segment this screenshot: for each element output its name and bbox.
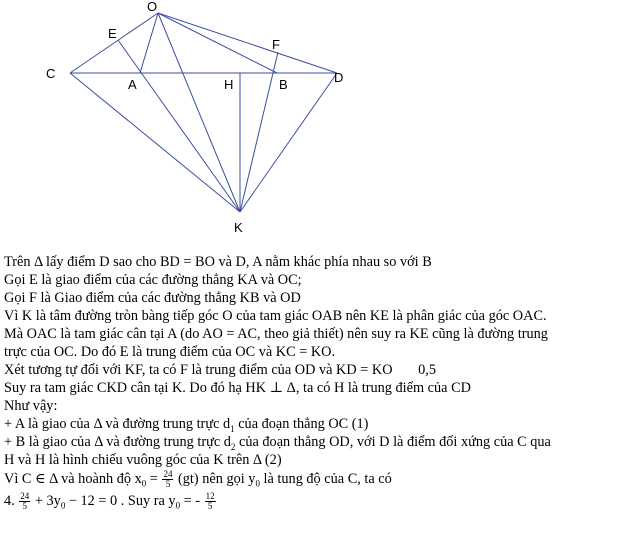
label-F: F (272, 37, 280, 52)
label-K: K (234, 220, 243, 235)
text-line (4, 492, 217, 514)
fraction-denominator: 5 (207, 501, 213, 511)
subscript: 0 (60, 500, 66, 511)
line-OD (158, 13, 337, 73)
label-B: B (279, 77, 288, 92)
subscript: 0 (255, 478, 260, 489)
fraction (19, 492, 30, 511)
fraction-denominator: 5 (165, 479, 171, 489)
text-segment: 4. (4, 492, 19, 509)
fraction (205, 492, 216, 511)
text-line (4, 470, 392, 492)
text-segment: của đoạn thẳng OD, với D là điểm đối xứng của C qua (235, 434, 551, 450)
line-CO (70, 13, 158, 73)
label-E: E (108, 26, 117, 41)
text-line: H và H là hình chiếu vuông góc của K trên Δ (2) (4, 452, 282, 468)
text-line: trực của OC. Do đó E là trung điểm của OC và KC = KO. (4, 344, 336, 360)
line-DK (240, 73, 337, 212)
text-segment: + A là giao của Δ và đường trung trực d (4, 416, 231, 432)
fraction-numerator: 12 (205, 491, 215, 501)
label-H: H (224, 77, 234, 92)
text-line: Gọi E là giao điểm của các đường thẳng KA và OC; (4, 272, 302, 288)
fraction-numerator: 24 (163, 469, 173, 479)
subscript: 2 (230, 441, 236, 452)
text-line: Vì K là tâm đường tròn bàng tiếp góc O của tam giác OAB nên KE là phân giác của góc OAC. (4, 308, 547, 324)
text-line: Gọi F là Giao điểm của các đường thẳng KB và OD (4, 290, 301, 306)
label-D: D (334, 70, 344, 85)
text-segment: = (146, 470, 162, 487)
text-line: Như vậy: (4, 398, 58, 414)
subscript: 0 (175, 500, 181, 511)
geometry-figure (0, 0, 631, 250)
text-segment: + B là giao của Δ và đường trung trực d (4, 434, 231, 450)
text-segment: Vì C ∈ Δ và hoành độ x (4, 470, 142, 487)
score-mark: 0,5 (418, 362, 437, 378)
subscript: 1 (230, 423, 235, 434)
text-segment: Xét tương tự đối với KF, ta có F là trung điểm của OD và KD = KO (4, 362, 393, 378)
text-segment: + 3y (31, 492, 61, 509)
text-segment: (gt) nên gọi y (174, 470, 256, 487)
line-CK (70, 73, 240, 212)
line-OK (158, 13, 240, 212)
fraction-denominator: 5 (22, 501, 28, 511)
text-line: Trên Δ lấy điểm D sao cho BD = BO và D, A nằm khác phía nhau so với B (4, 254, 432, 270)
text-segment: = - (180, 492, 204, 509)
line-OA (140, 13, 158, 73)
fraction (162, 470, 173, 489)
subscript: 0 (141, 478, 147, 489)
text-segment: − 12 = 0 . Suy ra y (65, 492, 176, 509)
label-A: A (128, 77, 137, 92)
text-line: Mà OAC là tam giác cân tại A (do AO = AC, theo giả thiết) nên suy ra KE cũng là đường trung (4, 326, 548, 342)
line-FK (240, 52, 278, 212)
label-O: O (147, 0, 158, 14)
text-segment: là tung độ của C, ta có (259, 470, 392, 487)
text-line: Suy ra tam giác CKD cân tại K. Do đó hạ HK ⊥ Δ, ta có H là trung điểm của CD (4, 380, 471, 396)
text-line (4, 362, 436, 378)
line-EK (118, 40, 240, 212)
label-C: C (46, 66, 56, 81)
fraction-numerator: 24 (20, 491, 30, 501)
line-OB (158, 13, 277, 73)
text-segment: của đoạn thẳng OC (1) (234, 416, 369, 432)
